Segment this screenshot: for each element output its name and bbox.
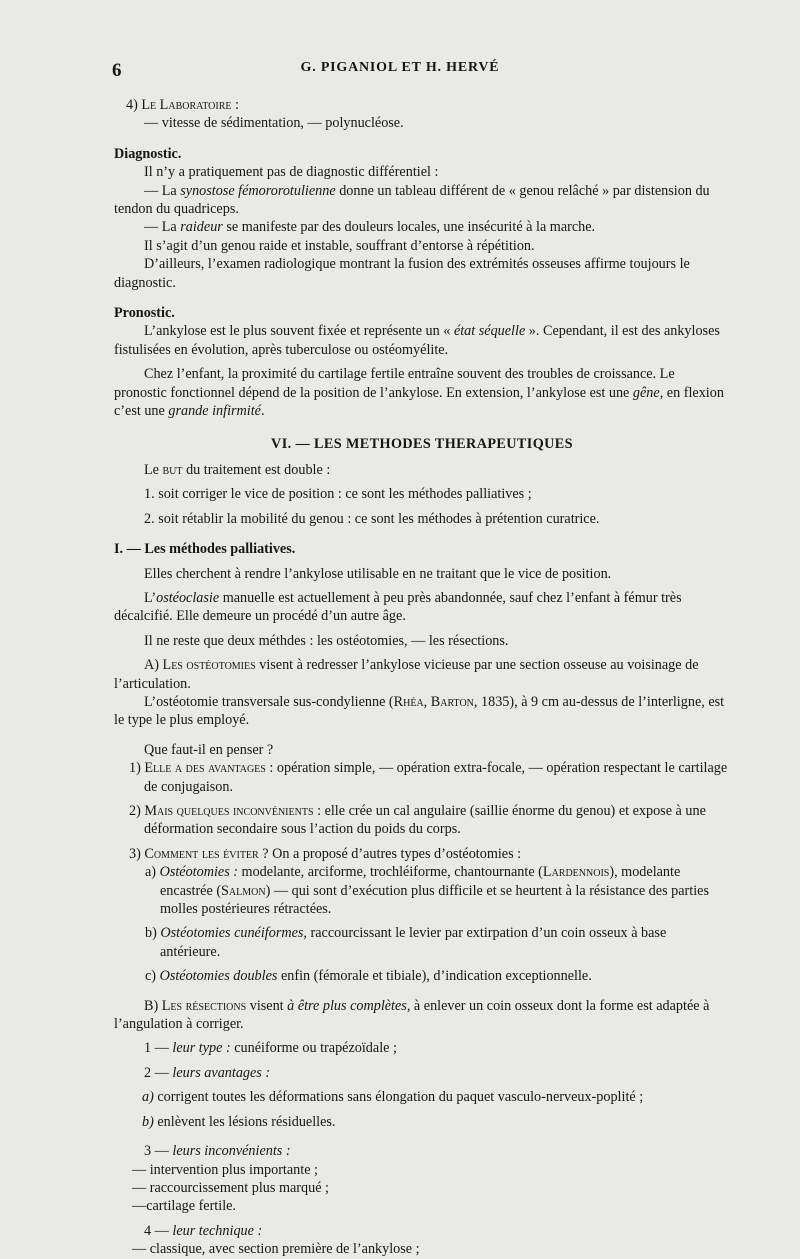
section-title: VI. — LES METHODES THERAPEUTIQUES — [271, 435, 573, 452]
list-item: 3 — leurs inconvénients : — [144, 1143, 291, 1160]
paragraph: — La synostose fémororotulienne donne un tableau différent de « genou relâché » par distension du tendon du quadriceps. — [114, 182, 710, 218]
list-item: b) Ostéotomies cunéiformes, raccourcissant le levier par extirpation d’un coin osseux à base antérieure. — [145, 925, 667, 960]
paragraph: Elles cherchent à rendre l’ankylose utilisable en ne traitant que le vice de position. — [144, 565, 612, 582]
heading-pronostic: Pronostic. — [114, 305, 175, 322]
list-item: 1 — leur type : cunéiforme ou trapézoïdale ; — [144, 1040, 397, 1057]
list-item: 1. soit corriger le vice de position : ce sont les méthodes palliatives ; — [144, 486, 532, 503]
running-title: G. PIGANIOL ET H. HERVÉ — [300, 60, 500, 75]
paragraph: Que faut-il en penser ? — [144, 741, 274, 758]
list-item: — raccourcissement plus marqué ; — [132, 1179, 329, 1196]
heading-methodes-palliatives: I. — Les méthodes palliatives. — [114, 541, 296, 558]
paragraph: A) Les ostéotomies visent à redresser l’ankylose vicieuse par une section osseuse au voisinage de l’articulation. — [114, 657, 699, 692]
paragraph: — vitesse de sédimentation, — polynucléose. — [144, 115, 404, 132]
paragraph: Il s’agit d’un genou raide et instable, souffrant d’entorse à répétition. — [144, 237, 535, 254]
paragraph: D’ailleurs, l’examen radiologique montrant la fusion des extrémités osseuses affirme toujours le diagnostic. — [114, 256, 690, 291]
list-item: 2) Mais quelques inconvénients : elle crée un cal angulaire (saillie énorme du genou) et expose à une déformation secondaire sous l’action du poids du corps. — [129, 803, 706, 838]
paragraph: L’ostéotomie transversale sus-condylienne (Rhéa, Barton, 1835), à 9 cm au-dessus de l’interligne, est le type le plus employé. — [114, 693, 725, 729]
paragraph: Il ne reste que deux méthdes : les ostéotomies, — les résections. — [144, 632, 509, 649]
list-item: a) Ostéotomies : modelante, arciforme, trochléiforme, chantournante (Lardennois), modelante encastrée (Salmon) — qui sont d’exécution plus difficile et se heurtent à la résistance des parties molles postérieures rétractées. — [145, 864, 709, 918]
paragraph: B) Les résections visent à être plus complètes, à enlever un coin osseux dont la forme est adaptée à l’angulation à corriger. — [114, 997, 710, 1033]
list-item: b) enlèvent les lésions résiduelles. — [142, 1113, 336, 1130]
paragraph: Le but du traitement est double : — [144, 461, 331, 478]
paragraph: L’ankylose est le plus souvent fixée et représente un « état séquelle ». Cependant, il est des ankyloses fistulisées en évolution, après tuberculose ou ostéomyélite. — [114, 323, 720, 358]
list-item: 2 — leurs avantages : — [144, 1064, 271, 1081]
heading-diagnostic: Diagnostic. — [114, 145, 182, 162]
list-item: — intervention plus importante ; — [132, 1161, 318, 1178]
page-body — [114, 96, 730, 1259]
list-item: c) Ostéotomies doubles enfin (fémorale et tibiale), d’indication exceptionnelle. — [145, 968, 592, 985]
paragraph: Il n’y a pratiquement pas de diagnostic différentiel : — [144, 164, 439, 181]
paragraph: L’ostéoclasie manuelle est actuellement à peu près abandonnée, sauf chez l’enfant à fémur très décalcifié. Elle demeure un procédé d’un autre âge. — [114, 589, 682, 625]
list-item: 1) Elle a des avantages : opération simple, — opération extra-focale, — opération respectant le cartilage de conjugaison. — [129, 760, 728, 795]
list-item: a) corrigent toutes les déformations sans élongation du paquet vasculo-nerveux-poplité ; — [142, 1089, 644, 1106]
paragraph: Chez l’enfant, la proximité du cartilage fertile entraîne souvent des troubles de croissance. Le pronostic fonctionnel dépend de la position de l’ankylose. En extension, l’ankylose est une gêne, en flexion c’est une grande infirmité. — [114, 366, 724, 420]
page-number: 6 — [112, 60, 122, 81]
section-heading-laboratoire: 4) Le Laboratoire : — [126, 97, 239, 113]
list-item: 2. soit rétablir la mobilité du genou : ce sont les méthodes à prétention curatrice. — [144, 510, 600, 527]
list-item: —cartilage fertile. — [132, 1198, 236, 1215]
list-item: 4 — leur technique : — [144, 1222, 263, 1239]
list-item: 3) Comment les éviter ? On a proposé d’autres types d’ostéotomies : — [129, 845, 522, 862]
paragraph: — La raideur se manifeste par des douleurs locales, une insécurité à la marche. — [144, 219, 596, 236]
list-item: — classique, avec section première de l’ankylose ; — [132, 1241, 420, 1258]
